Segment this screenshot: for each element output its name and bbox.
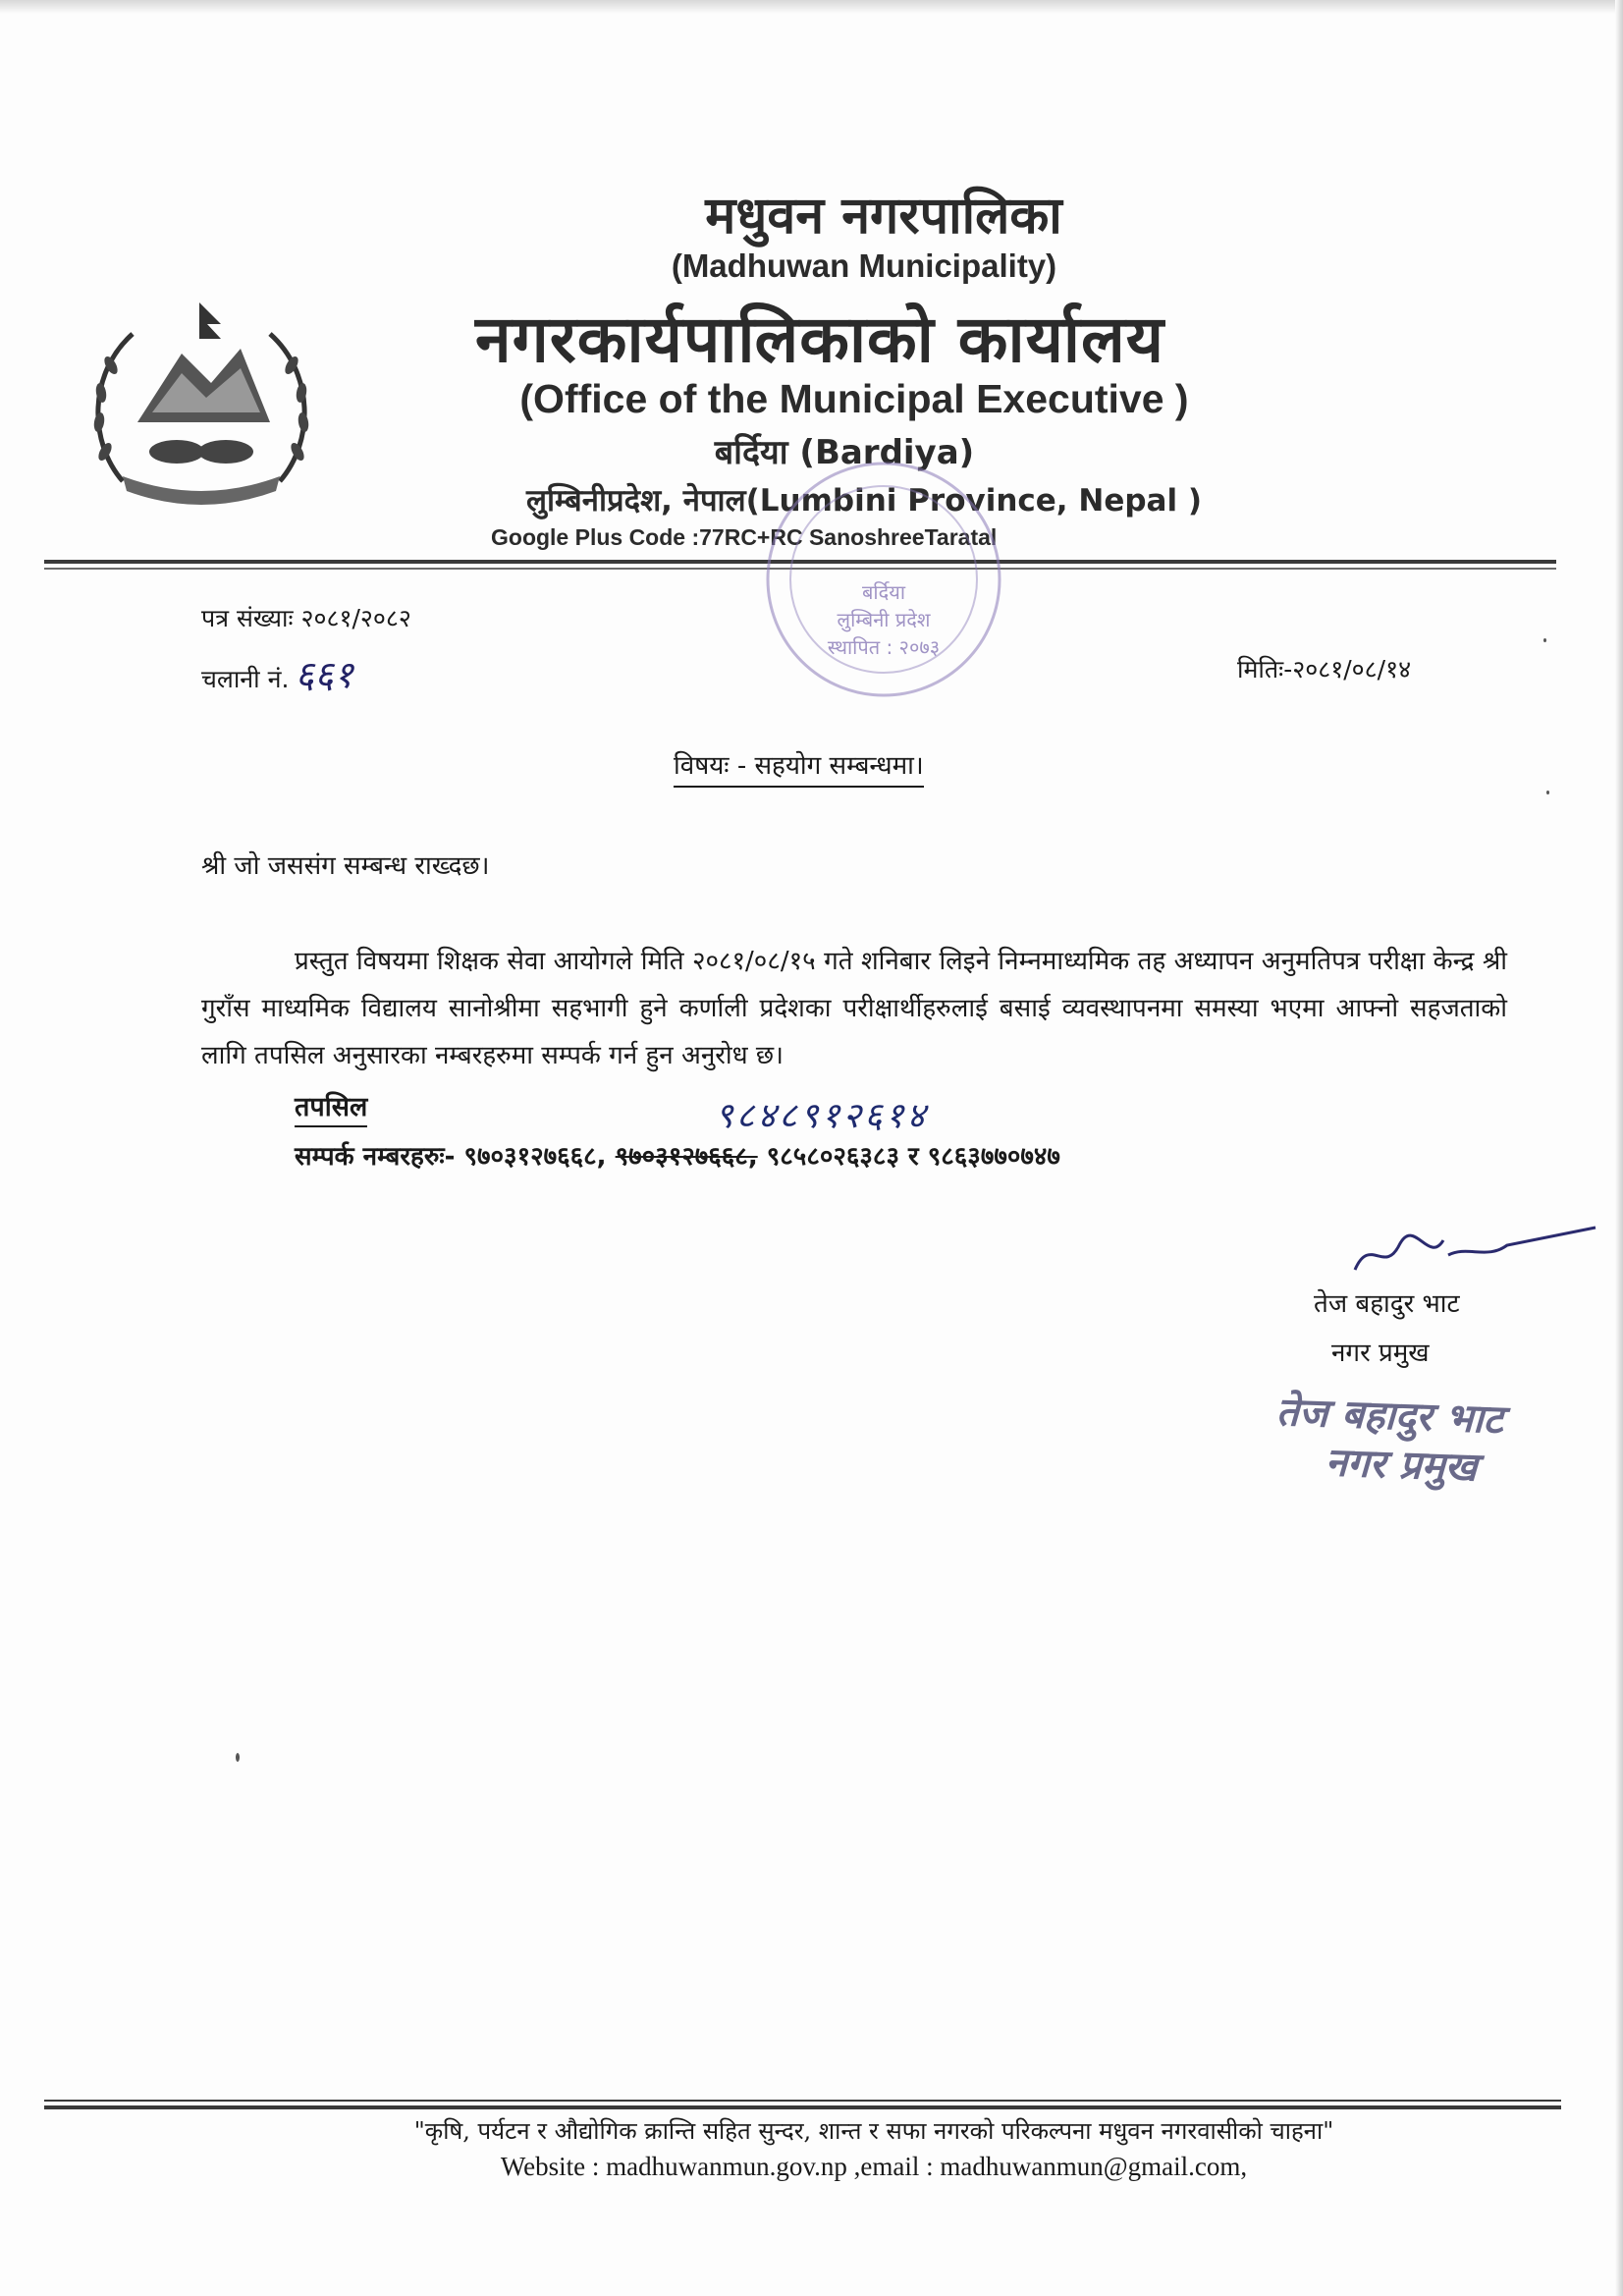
signatory-stamp-name: तेज बहादुर भाट (1275, 1389, 1504, 1444)
contact-number-4: ९८६३७७०७४७ (927, 1142, 1060, 1172)
contact-number-2-struck: ९७०३१२७६६८, (615, 1142, 758, 1172)
scan-speck (1546, 791, 1549, 794)
nepal-coat-of-arms-icon (83, 295, 319, 511)
footer-rule-thin (44, 2100, 1561, 2102)
municipality-name-nepali: मधुवन नगरपालिका (705, 187, 1062, 246)
handwritten-contact-number: ९८४८९१२६१४ (715, 1096, 929, 1136)
scan-edge-top (0, 0, 1623, 14)
signatory-stamp-title: नगर प्रमुख (1325, 1440, 1479, 1491)
chalani-value-handwritten: ६६१ (295, 653, 353, 696)
chalani-label: चलानी नं. (201, 665, 290, 693)
scan-speck (236, 1753, 240, 1762)
contact-numbers-row (295, 1137, 1060, 1173)
scan-edge-right (1615, 0, 1623, 2296)
footer-contact: Website : madhuwanmun.gov.np ,email : madhuwanmun@gmail.com, (500, 2152, 1248, 2181)
salutation: श्री जो जससंग सम्बन्ध राख्दछ। (201, 851, 490, 881)
patra-sankhya-value: २०८१/२०८२ (300, 604, 411, 632)
contacts-joiner: र (908, 1142, 919, 1172)
office-name-nepali: नगरकार्यपालिकाको कार्यालय (475, 301, 1164, 377)
footer-slogan: "कृषि, पर्यटन र औद्योगिक क्रान्ति सहित सुन्दर, शान्त र सफा नगरको परिकल्पना मधुवन नगरवासीको चाहना" (413, 2117, 1334, 2145)
body-paragraph: प्रस्तुत विषयमा शिक्षक सेवा आयोगले मिति २०८१/०८/१५ गते शनिबार लिइने निम्नमाध्यमिक तह अध्यापन अनुमतिपत्र परीक्षा केन्द्र श्री गुराँस माध्यमिक विद्यालय सानोश्रीमा सहभागी हुने कर्णाली प्रदेशका परीक्षार्थीहरुलाई बसाई व्यवस्थापनमा समस्या भएमा आफ्नो सहजताको लागि तपसिल अनुसारका नम्बरहरुमा सम्पर्क गर्न हुन अनुरोध छ। (201, 947, 1507, 1070)
handwritten-signature (1350, 1216, 1605, 1285)
date-value: -२०८१/०८/१४ (1283, 655, 1412, 683)
stamp-line-established: स्थापित : २०७३ (827, 635, 941, 659)
plus-code-line: Google Plus Code :77RC+RC SanoshreeTaratal (491, 524, 998, 550)
contacts-label: सम्पर्क नम्बरहरुः- (295, 1142, 456, 1172)
date-row (1237, 652, 1411, 685)
footer-rule-thick (44, 2105, 1561, 2109)
date-label: मितिः (1237, 655, 1284, 683)
subject-line: विषयः - सहयोग सम्बन्धमा। (674, 746, 924, 788)
signatory-name: तेज बहादुर भाट (1314, 1289, 1460, 1319)
municipality-name-english: (Madhuwan Municipality) (671, 247, 1057, 284)
contact-number-1: ९७०३१२७६६८, (463, 1142, 607, 1172)
patra-sankhya-label: पत्र संख्याः (201, 604, 294, 632)
district-line: बर्दिया (Bardiya) (714, 433, 975, 472)
scan-speck (1543, 638, 1546, 642)
signatory-title: नगर प्रमुख (1331, 1339, 1430, 1368)
stamp-line-district: बर्दिया (862, 580, 905, 604)
patra-sankhya-row (201, 601, 411, 634)
office-name-english: (Office of the Municipal Executive ) (519, 376, 1189, 421)
stamp-line-province: लुम्बिनी प्रदेश (837, 608, 931, 631)
chalani-row (201, 648, 353, 699)
contact-number-3: ९८५८०२६३८३ (766, 1142, 899, 1172)
tapasil-label: तपसिल (295, 1087, 367, 1127)
province-line: लुम्बिनीप्रदेश, नेपाल(Lumbini Province, Nepal ) (525, 483, 1203, 519)
office-round-stamp (756, 452, 1011, 707)
